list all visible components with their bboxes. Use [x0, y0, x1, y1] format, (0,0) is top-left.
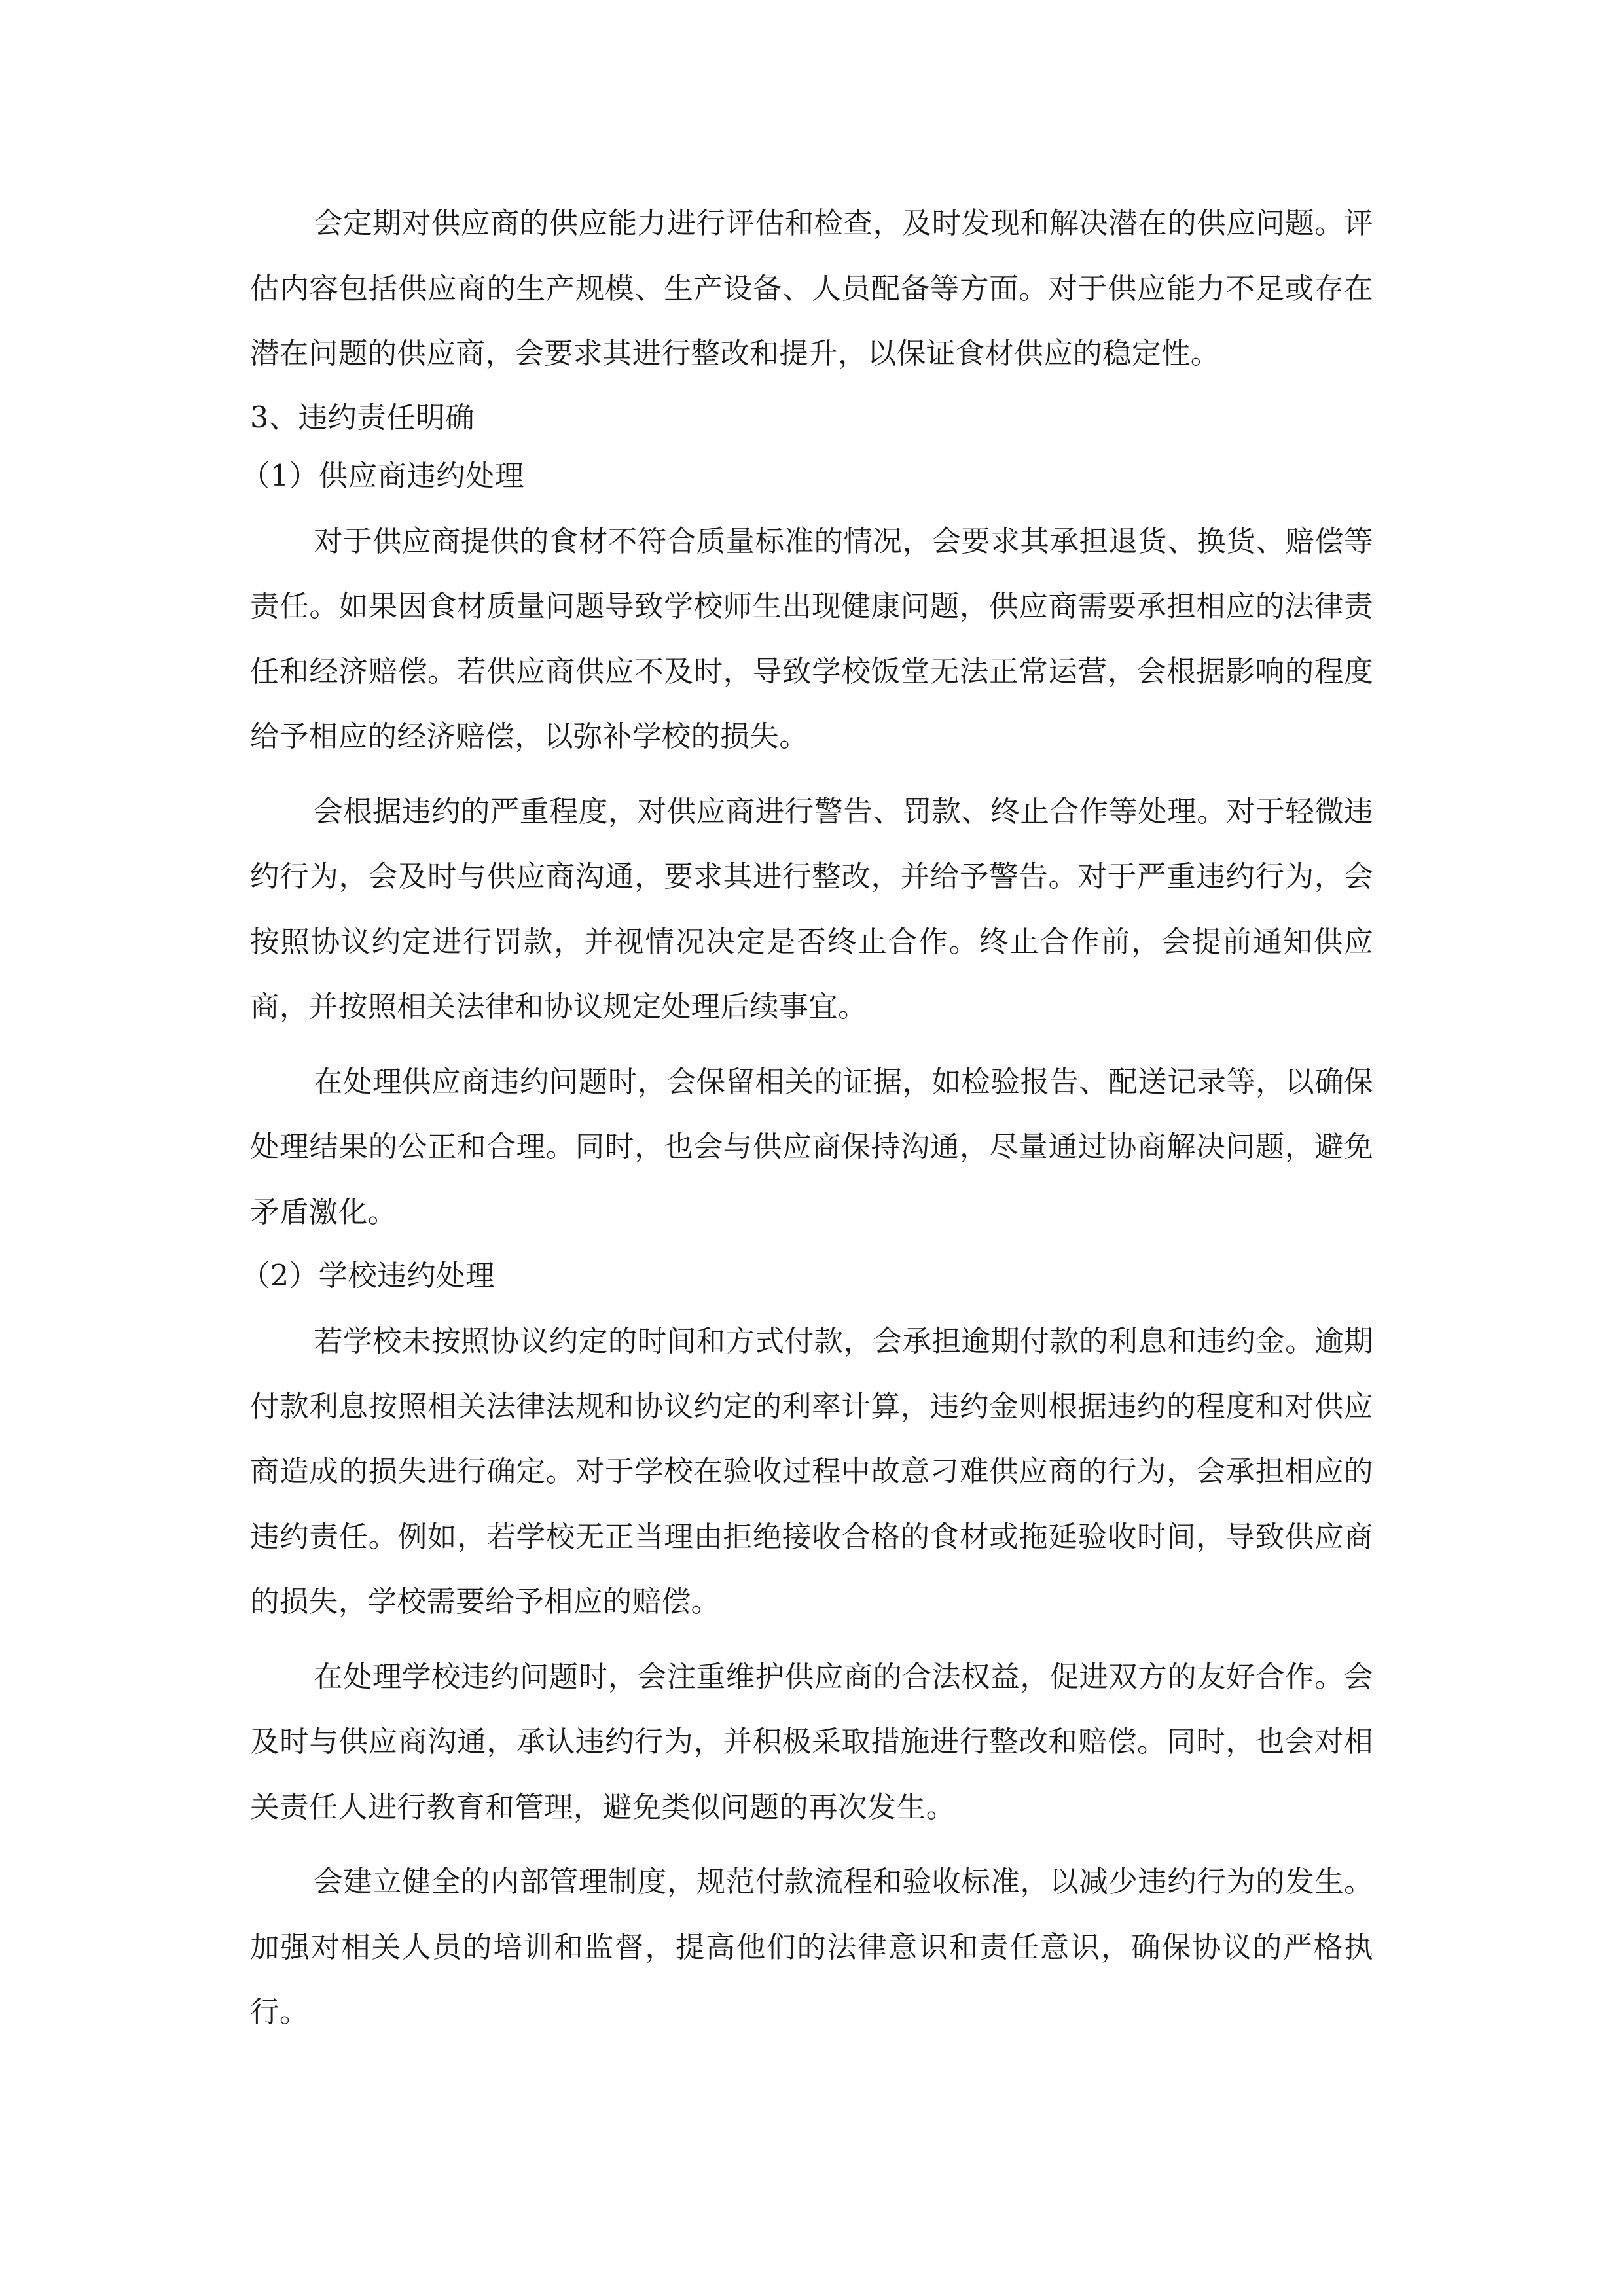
supplier-breach-paragraph: 会根据违约的严重程度，对供应商进行警告、罚款、终止合作等处理。对于轻微违约行为，会及时与供应商沟通，要求其进行整改，并给予警告。对于严重违约行为，会按照协议约定进行罚款，并视情况决定是否终止合作。终止合作前，会提前通知供应商，并按照相关法律和协议规定处理后续事宜。 — [250, 795, 1373, 1024]
school-breach-paragraph: 会建立健全的内部管理制度，规范付款流程和验收标准，以减少违约行为的发生。加强对相关人员的培训和监督，提高他们的法律意识和责任意识，确保协议的严格执行。 — [250, 1865, 1373, 2029]
school-breach-paragraph: 若学校未按照协议约定的时间和方式付款，会承担逾期付款的利息和违约金。逾期付款利息按照相关法律法规和协议约定的利率计算，违约金则根据违约的程度和对供应商造成的损失进行确定。对于学校在验收过程中故意刁难供应商的行为，会承担相应的违约责任。例如，若学校无正当理由拒绝接收合格的食材或拖延验收时间，导致供应商的损失，学校需要给予相应的赔偿。 — [250, 1325, 1373, 1619]
section-heading: 3、违约责任明确 — [250, 401, 475, 435]
supplier-breach-paragraph: 对于供应商提供的食材不符合质量标准的情况，会要求其承担退货、换货、赔偿等责任。如果因食材质量问题导致学校师生出现健康问题，供应商需要承担相应的法律责任和经济赔偿。若供应商供应不及时，导致学校饭堂无法正常运营，会根据影响的程度给予相应的经济赔偿，以弥补学校的损失。 — [250, 524, 1373, 753]
supplier-breach-paragraph: 在处理供应商违约问题时，会保留相关的证据，如检验报告、配送记录等，以确保处理结果的公正和合理。同时，也会与供应商保持沟通，尽量通过协商解决问题，避免矛盾激化。 — [250, 1065, 1373, 1229]
intro-paragraph: 会定期对供应商的供应能力进行评估和检查，及时发现和解决潜在的供应问题。评估内容包括供应商的生产规模、生产设备、人员配备等方面。对于供应能力不足或存在潜在问题的供应商，会要求其进行整改和提升，以保证食材供应的稳定性。 — [250, 207, 1373, 370]
subsection-heading-school: （2）学校违约处理 — [241, 1259, 495, 1293]
subsection-heading-supplier: （1）供应商违约处理 — [241, 459, 524, 493]
school-breach-paragraph: 在处理学校违约问题时，会注重维护供应商的合法权益，促进双方的友好合作。会及时与供应商沟通，承认违约行为，并积极采取措施进行整改和赔偿。同时，也会对相关责任人进行教育和管理，避免类似问题的再次发生。 — [250, 1660, 1373, 1824]
document-body — [241, 191, 1373, 2055]
